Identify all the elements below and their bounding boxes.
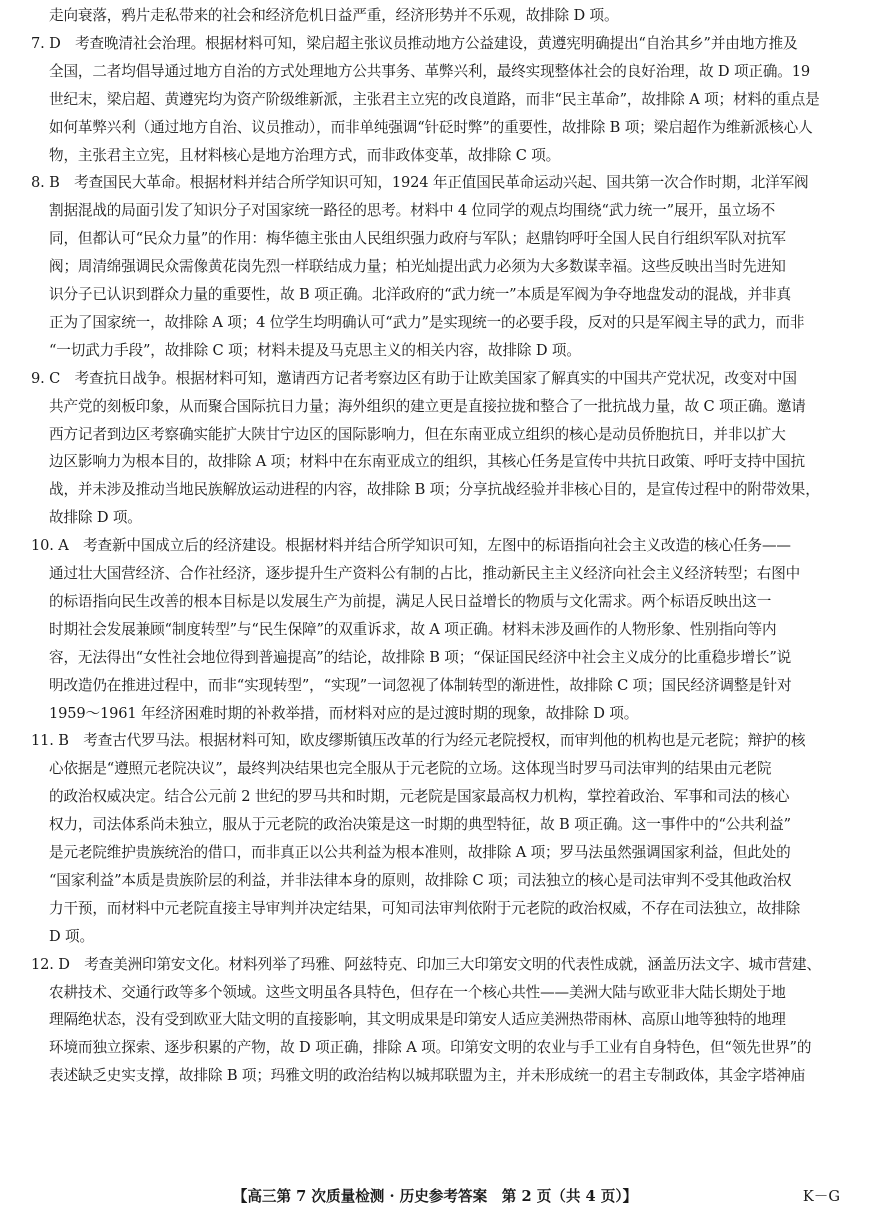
text-line: 8. B 考查国民大革命。根据材料并结合所学知识可知，1924 年正值国民革命运动兴起、国共第一次合作时期，北洋军阀 — [31, 174, 809, 192]
footer-title: 【高三第 7 次质量检测 · 历史参考答案 第 2 页（共 4 页）】 — [232, 1188, 638, 1205]
text-line: 力干预，而材料中元老院直接主导审判并决定结果，可知司法审判依附于元老院的政治权威，不存在司法独立，故排除 — [49, 899, 801, 917]
text-line: 的标语指向民生改善的根本目标是以发展生产为前提，满足人民日益增长的物质与文化需求。两个标语反映出这一 — [49, 592, 772, 610]
text-line: 故排除 D 项。 — [49, 509, 142, 527]
text-line: 边区影响力为根本目的，故排除 A 项；材料中在东南亚成立的组织，其核心任务是宣传中共抗日政策、呼吁支持中国抗 — [49, 453, 806, 471]
text-line: 识分子已认识到群众力量的重要性，故 B 项正确。北洋政府的“武力统一”本质是军阀为争夺地盘发动的混战，并非真 — [49, 286, 791, 303]
text-line: 权力，司法体系尚未独立，服从于元老院的政治决策是这一时期的典型特征，故 B 项正确。这一事件中的“公共利益” — [49, 816, 791, 834]
text-line: 心依据是“遵照元老院决议”，最终判决结果也完全服从于元老院的立场。这体现当时罗马司法审判的结果由元老院 — [49, 760, 772, 778]
text-line: D 项。 — [49, 927, 94, 945]
text-line: 时期社会发展兼顾“制度转型”与“民生保障”的双重诉求，故 A 项正确。材料未涉及画作的人物形象、性别指向等内 — [49, 620, 777, 638]
text-line: 是元老院维护贵族统治的借口，而非真正以公共利益为根本准则，故排除 A 项；罗马法虽然强调国家利益，但此处的 — [49, 844, 791, 861]
text-line: 1959～1961 年经济困难时期的补救举措，而材料对应的是过渡时期的现象，故排除 D 项。 — [49, 704, 639, 722]
page-footer — [0, 1186, 870, 1208]
text-line: 9. C 考查抗日战争。根据材料可知，邀请西方记者考察边区有助于让欧美国家了解真实的中国共产党状况，改变对中国 — [31, 369, 797, 387]
text-line: 西方记者到边区考察确实能扩大陕甘宁边区的国际影响力，但在东南亚成立组织的核心是动员侨胞抗日，并非以扩大 — [49, 425, 786, 443]
text-line: 环境而独立探索、逐步积累的产物，故 D 项正确，排除 A 项。印第安文明的农业与手工业有自身特色，但“领先世界”的 — [49, 1039, 812, 1057]
text-line: 11. B 考查古代罗马法。根据材料可知，欧皮缪斯镇压改革的行为经元老院授权，而审判他的机构也是元老院；辩护的核 — [31, 732, 806, 750]
text-line: 战，并未涉及推动当地民族解放运动进程的内容，故排除 B 项；分享抗战经验并非核心目的，是宣传过程中的附带效果， — [49, 481, 820, 499]
text-line: 7. D 考查晚清社会治理。根据材料可知，梁启超主张议员推动地方公益建设，黄遵宪明确提出“自治其乡”并由地方推及 — [31, 34, 798, 52]
text-line: 物，主张君主立宪，且材料核心是地方治理方式，而非政体变革，故排除 C 项。 — [49, 146, 561, 164]
text-line: “国家利益”本质是贵族阶层的利益，并非法律本身的原则，故排除 C 项；司法独立的核心是司法审判不受其他政治权 — [49, 871, 792, 889]
text-line: 阀；周清绵强调民众需像黄花岗先烈一样联结成力量；柏光灿提出武力必须为大多数谋幸福。这些反映出当时先进知 — [49, 258, 786, 276]
text-line: 世纪末，梁启超、黄遵宪均为资产阶级维新派，主张君主立宪的改良道路，而非“民主革命”，故排除 A 项；材料的重点是 — [49, 90, 820, 108]
text-line: 同，但都认可“民众力量”的作用：梅华德主张由人民组织强力政府与军队；赵鼎钧呼吁全国人民自行组织军队对抗军 — [49, 230, 786, 248]
text-line: 共产党的刻板印象，从而聚合国际抗日力量；海外组织的建立更是直接拉拢和整合了一批抗战力量，故 C 项正确。邀请 — [49, 397, 806, 415]
text-line: 理隔绝状态，没有受到欧亚大陆文明的直接影响，其文明成果是印第安人适应美洲热带雨林、高原山地等独特的地理 — [49, 1011, 786, 1029]
text-line: 正为了国家统一，故排除 A 项；4 位学生均明确认可“武力”是实现统一的必要手段，反对的只是军阀主导的武力，而非 — [49, 313, 805, 331]
text-line: 通过壮大国营经济、合作社经济，逐步提升生产资料公有制的占比，推动新民主主义经济向社会主义经济转型；右图中 — [49, 565, 801, 582]
text-line: 容，无法得出“女性社会地位得到普遍提高”的结论，故排除 B 项；“保证国民经济中社会主义成分的比重稳步增长”说 — [49, 648, 792, 666]
text-line: “一切武力手段”，故排除 C 项；材料未提及马克思主义的相关内容，故排除 D 项。 — [49, 341, 581, 359]
text-line: 割据混战的局面引发了知识分子对国家统一路径的思考。材料中 4 位同学的观点均围绕“武力统一”展开，虽立场不 — [49, 202, 776, 220]
text-line: 的政治权威决定。结合公元前 2 世纪的罗马共和时期，元老院是国家最高权力机构，掌控着政治、军事和司法的核心 — [49, 788, 790, 806]
footer-code: K－G — [802, 1188, 840, 1205]
text-line: 全国，二者均倡导通过地方自治的方式处理地方公共事务、革弊兴利，最终实现整体社会的良好治理，故 D 项正确。19 — [49, 62, 810, 80]
text-line: 走向衰落，鸦片走私带来的社会和经济危机日益严重，经济形势并不乐观，故排除 D 项。 — [49, 7, 619, 24]
text-line: 12. D 考查美洲印第安文化。材料列举了玛雅、阿兹特克、印加三大印第安文明的代表性成就，涵盖历法文字、城市营建、 — [31, 955, 821, 973]
text-line: 如何革弊兴利（通过地方自治、议员推动），而非单纯强调“针砭时弊”的重要性，故排除 B 项；梁启超作为维新派核心人 — [49, 118, 813, 136]
text-line: 10. A 考查新中国成立后的经济建设。根据材料并结合所学知识可知，左图中的标语指向社会主义改造的核心任务—— — [31, 537, 791, 555]
text-line: 表述缺乏史实支撑，故排除 B 项；玛雅文明的政治结构以城邦联盟为主，并未形成统一的君主专制政体，其金字塔神庙 — [49, 1067, 806, 1085]
text-line: 农耕技术、交通行政等多个领域。这些文明虽各具特色，但存在一个核心共性——美洲大陆与欧亚非大陆长期处于地 — [49, 983, 786, 1001]
text-line: 明改造仍在推进过程中，而非“实现转型”，“实现”一词忽视了体制转型的渐进性，故排除 C 项；国民经济调整是针对 — [49, 676, 792, 694]
